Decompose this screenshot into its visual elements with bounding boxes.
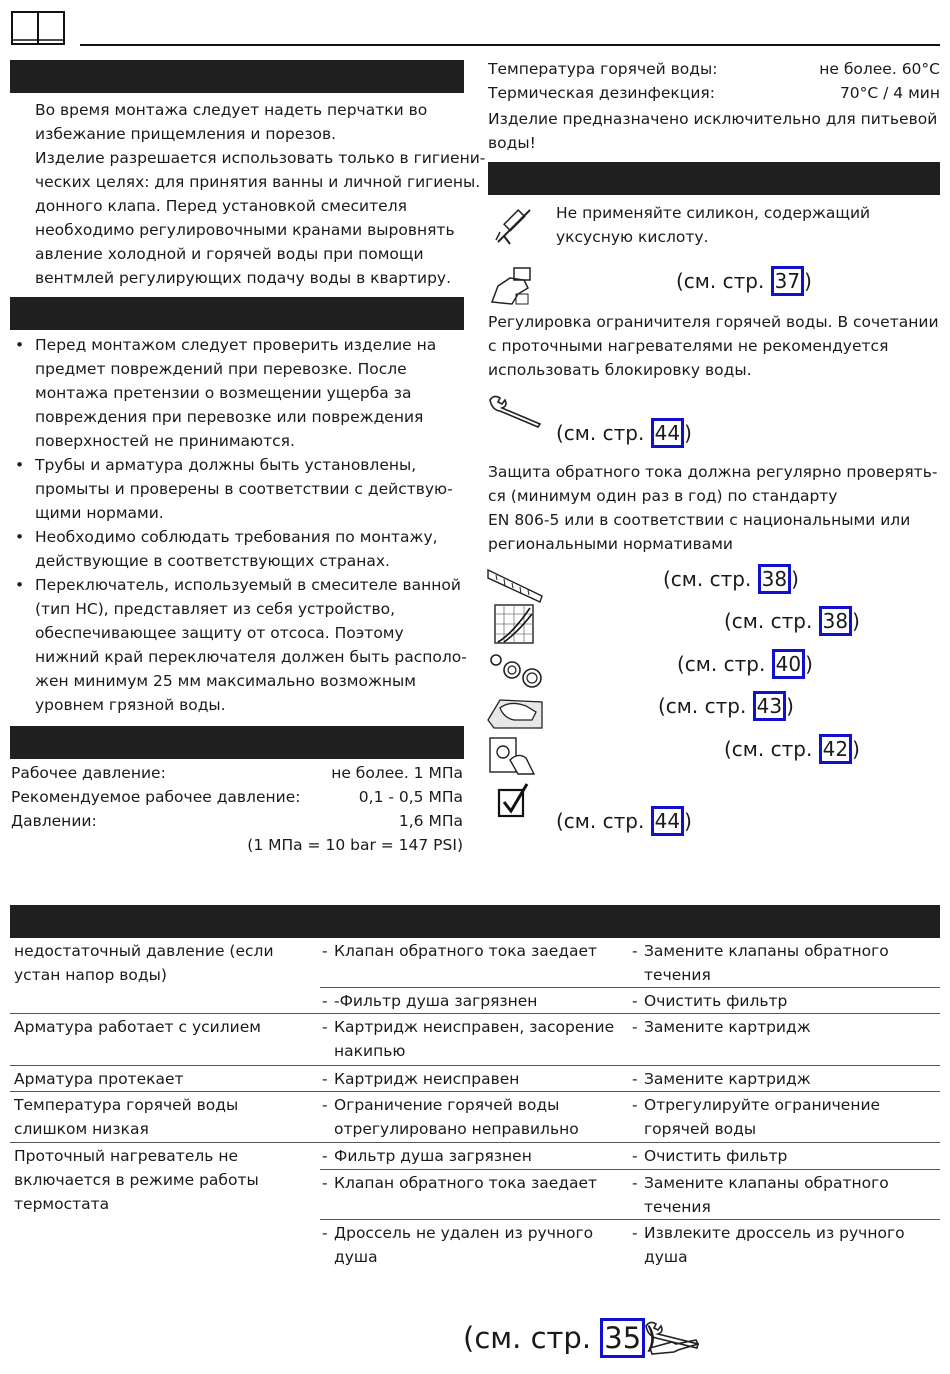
text-line: жен минимум 25 мм максимально возможным	[35, 672, 416, 690]
text-line: воды!	[488, 134, 536, 152]
ref-prefix: (см. стр.	[677, 652, 772, 676]
spec-value: 70°C / 4 мин	[839, 84, 940, 102]
dash: -	[322, 1147, 328, 1165]
list-item	[11, 573, 467, 717]
text-line: уксусную кислоту.	[556, 228, 709, 246]
text-line: повреждения при перевозке или повреждения	[35, 408, 424, 426]
text-line: Замените картридж	[644, 1070, 811, 1088]
text-line: • Трубы и арматура должны быть установлены,	[35, 456, 417, 474]
text-line: Дроссель не удален из ручного	[334, 1224, 594, 1242]
spec-label: Рабочее давление:	[11, 764, 166, 782]
text-line: душа	[644, 1248, 688, 1266]
ref-prefix: (см. стр.	[463, 1321, 601, 1355]
ref-prefix: (см. стр.	[676, 269, 771, 293]
section-bar-safety	[10, 60, 464, 93]
spec-value: не более. 60°C	[819, 60, 940, 78]
section-bar-specs	[10, 726, 464, 759]
cause-cell	[322, 989, 634, 1013]
cause-cell	[322, 1221, 634, 1269]
problem-cell	[14, 1015, 314, 1039]
text-line: Очистить фильтр	[644, 1147, 788, 1165]
text-line: Проточный нагреватель не	[14, 1147, 239, 1165]
spec-label: Давлении:	[11, 812, 97, 830]
dash: -	[632, 942, 638, 960]
row-divider	[10, 1091, 940, 1092]
text-line: • Перед монтажом следует проверить изделие на	[35, 336, 437, 354]
text-line: ся (минимум один раз в год) по стандарту	[488, 487, 838, 505]
list-item	[11, 333, 467, 453]
tools-icon	[642, 1318, 702, 1358]
cause-cell	[322, 939, 634, 963]
text-line: вентмлей регулирующих подачу воды в квартиру.	[35, 269, 452, 287]
section-bar-troubleshooting	[10, 905, 940, 938]
text-line: недостаточный давление (если	[14, 942, 274, 960]
text-line: действующие в соответствующих странах.	[35, 552, 390, 570]
page-ref-number[interactable]: 38	[819, 606, 852, 636]
spec-label: Температура горячей воды:	[488, 60, 718, 78]
text-line: слишком низкая	[14, 1120, 149, 1138]
text-line: Извлеките дроссель из ручного	[644, 1224, 905, 1242]
spec-value: 0,1 - 0,5 МПа	[358, 788, 463, 806]
spec-value: 1,6 МПа	[398, 812, 463, 830]
text-line: включается в режиме работы	[14, 1171, 259, 1189]
ref-prefix: (см. стр.	[658, 694, 753, 718]
text-line: региональными нормативами	[488, 535, 733, 553]
cause-cell	[322, 1015, 634, 1063]
text-line: Арматура работает с усилием	[14, 1018, 261, 1036]
remedy-cell	[632, 989, 944, 1013]
text-line: монтажа претензии о возмещении ущерба за	[35, 384, 412, 402]
cause-cell	[322, 1067, 634, 1091]
text-line: Изделие разрешается использовать только в гигиени-	[35, 149, 486, 167]
row-divider	[320, 987, 940, 988]
text-line: щими нормами.	[35, 504, 164, 522]
section-bar-installation	[10, 297, 464, 330]
page-ref-number[interactable]: 40	[772, 649, 805, 679]
spec-row	[488, 81, 940, 105]
cause-cell	[322, 1093, 634, 1141]
remedy-cell	[632, 1093, 944, 1141]
section-bar-cleaning	[488, 162, 940, 195]
page-ref-number[interactable]: 37	[771, 266, 804, 296]
text-line: накипью	[334, 1042, 406, 1060]
text-line: устан напор воды)	[14, 966, 167, 984]
spec-label: Рекомендуемое рабочее давление:	[11, 788, 301, 806]
remedy-cell	[632, 1171, 944, 1219]
flow-diagram-icon	[494, 604, 534, 644]
text-line: промыты и проверены в соответствии с действую-	[35, 480, 453, 498]
text-line: горячей воды	[644, 1120, 757, 1138]
text-line: Ограничение горячей воды	[334, 1096, 560, 1114]
page-ref-number[interactable]: 44	[651, 418, 684, 448]
text-line: использовать блокировку воды.	[488, 361, 752, 379]
dash: -	[322, 942, 328, 960]
cause-cell	[322, 1144, 634, 1168]
spec-value: не более. 1 МПа	[331, 764, 463, 782]
header-rule	[80, 44, 940, 46]
text-line: Замените клапаны обратного	[644, 942, 889, 960]
spec-label: Термическая дезинфекция:	[488, 84, 715, 102]
text-line: термостата	[14, 1195, 110, 1213]
ref-prefix: (см. стр.	[663, 567, 758, 591]
text-line: необходимо регулировочными кранами выровнять	[35, 221, 455, 239]
hot-limit-text	[488, 310, 939, 382]
text-line: авление холодной и горячей воды при помощи	[35, 245, 424, 263]
text-line: донного клапа. Перед установкой смесителя	[35, 197, 407, 215]
safety-text	[35, 98, 485, 290]
ref-prefix: (см. стр.	[556, 421, 651, 445]
text-line: Фильтр душа загрязнен	[334, 1147, 532, 1165]
problem-cell	[14, 1093, 314, 1141]
ref-suffix: )	[852, 737, 860, 761]
book-icon	[10, 10, 66, 46]
hand-cleaning-icon	[486, 690, 544, 730]
text-line: Картридж неисправен	[334, 1070, 520, 1088]
text-line: течения	[644, 966, 711, 984]
text-line: течения	[644, 1198, 711, 1216]
text-line: • Необходимо соблюдать требования по монтажу,	[35, 528, 438, 546]
ref-suffix: )	[684, 421, 692, 445]
ref-suffix: )	[684, 809, 692, 833]
page-ref	[724, 735, 860, 763]
silicone-warning	[556, 201, 870, 249]
dash: -	[322, 1224, 328, 1242]
text-line: Клапан обратного тока заедает	[334, 942, 598, 960]
checkbox-icon	[497, 782, 531, 818]
list-item	[11, 453, 467, 525]
text-line: Картридж неисправен, засорение	[334, 1018, 615, 1036]
ref-prefix: (см. стр.	[724, 609, 819, 633]
dash: -	[632, 1070, 638, 1088]
remedy-cell	[632, 1015, 944, 1039]
page-ref	[677, 650, 813, 678]
silicone-gun-icon	[490, 202, 536, 248]
ref-suffix: )	[852, 609, 860, 633]
row-divider	[10, 1065, 940, 1066]
ref-prefix: (см. стр.	[556, 809, 651, 833]
row-divider	[320, 1219, 940, 1220]
spec-row	[11, 809, 463, 833]
row-divider	[320, 1169, 940, 1170]
text-line: обеспечивающее защиту от отсоса. Поэтому	[35, 624, 404, 642]
row-divider	[10, 1013, 940, 1014]
dash: -	[632, 1174, 638, 1192]
problem-cell	[14, 1144, 314, 1216]
page-ref	[724, 607, 860, 635]
dash: -	[632, 992, 638, 1010]
wrench-icon	[486, 392, 544, 428]
hand-valve-icon	[488, 734, 538, 776]
text-line: Регулировка ограничителя горячей воды. В сочетании	[488, 313, 939, 331]
remedy-cell	[632, 1221, 944, 1269]
spec-row	[11, 761, 463, 785]
page-ref-number[interactable]: 35	[600, 1318, 645, 1358]
dash: -	[322, 1070, 328, 1088]
problem-cell	[14, 1067, 314, 1091]
text-line: • Переключатель, используемый в смесителе ванной	[35, 576, 461, 594]
text-line: Изделие предназначено исключительно для питьевой	[488, 110, 938, 128]
dash: -	[632, 1096, 638, 1114]
dash: -	[632, 1224, 638, 1242]
ref-prefix: (см. стр.	[724, 737, 819, 761]
specs-right	[488, 57, 940, 155]
dash: -	[632, 1018, 638, 1036]
text-line: Во время монтажа следует надеть перчатки во	[35, 101, 428, 119]
page-ref	[556, 419, 692, 447]
backflow-text	[488, 460, 937, 556]
text-line: Замените клапаны обратного	[644, 1174, 889, 1192]
ruler-icon	[486, 566, 544, 606]
ref-suffix: )	[805, 652, 813, 676]
text-line: избежание прищемления и порезов.	[35, 125, 337, 143]
text-line: Замените картридж	[644, 1018, 811, 1036]
row-divider	[10, 1142, 940, 1143]
remedy-cell	[632, 1067, 944, 1091]
remedy-cell	[632, 939, 944, 987]
text-line: Не применяйте силикон, содержащий	[556, 204, 871, 222]
footer-page-ref	[463, 1318, 657, 1358]
dash: -	[322, 1096, 328, 1114]
page-ref-number[interactable]: 42	[819, 734, 852, 764]
text-line: предмет повреждений при перевозке. После	[35, 360, 407, 378]
ref-suffix: )	[645, 1321, 657, 1355]
page-ref	[676, 267, 812, 295]
hand-adjust-icon	[488, 264, 536, 308]
text-line: Клапан обратного тока заедает	[334, 1174, 598, 1192]
ref-suffix: )	[791, 567, 799, 591]
text-line: Очистить фильтр	[644, 992, 788, 1010]
page-ref-number[interactable]: 43	[753, 691, 786, 721]
text-line: уровнем грязной воды.	[35, 696, 226, 714]
page-ref	[663, 565, 799, 593]
text-line: Отрегулируйте ограничение	[644, 1096, 881, 1114]
list-item	[11, 525, 467, 573]
installation-list	[11, 333, 467, 717]
cartridge-parts-icon	[488, 650, 544, 690]
text-line: душа	[334, 1248, 378, 1266]
text-line: нижний край переключателя должен быть располо-	[35, 648, 467, 666]
text-line: Арматура протекает	[14, 1070, 184, 1088]
page-ref	[556, 807, 692, 835]
text-line: Температура горячей воды	[14, 1096, 239, 1114]
text-line: (тип HC), представляет из себя устройство,	[35, 600, 396, 618]
text-line: -Фильтр душа загрязнен	[334, 992, 538, 1010]
cause-cell	[322, 1171, 634, 1195]
text-line: Защита обратного тока должна регулярно проверять-	[488, 463, 938, 481]
page-ref-number[interactable]: 38	[758, 564, 791, 594]
ref-suffix: )	[804, 269, 812, 293]
remedy-cell	[632, 1144, 944, 1168]
spec-row	[11, 833, 463, 857]
text-line: EN 806-5 или в соответствии с национальными или	[488, 511, 911, 529]
spec-conversion: (1 МПа = 10 bar = 147 PSI)	[247, 836, 463, 854]
text-line: с проточными нагревателями не рекомендуется	[488, 337, 889, 355]
spec-row	[11, 785, 463, 809]
dash: -	[322, 992, 328, 1010]
ref-suffix: )	[786, 694, 794, 718]
specs-left	[11, 761, 463, 857]
dash: -	[632, 1147, 638, 1165]
problem-cell	[14, 939, 314, 987]
spec-row	[488, 57, 940, 81]
dash: -	[322, 1174, 328, 1192]
text-line: поверхностей не принимаются.	[35, 432, 295, 450]
page-ref	[658, 692, 794, 720]
dash: -	[322, 1018, 328, 1036]
text-line: ческих целях: для принятия ванны и личной гигиены.	[35, 173, 481, 191]
text-line: отрегулировано неправильно	[334, 1120, 579, 1138]
page-ref-number[interactable]: 44	[651, 806, 684, 836]
